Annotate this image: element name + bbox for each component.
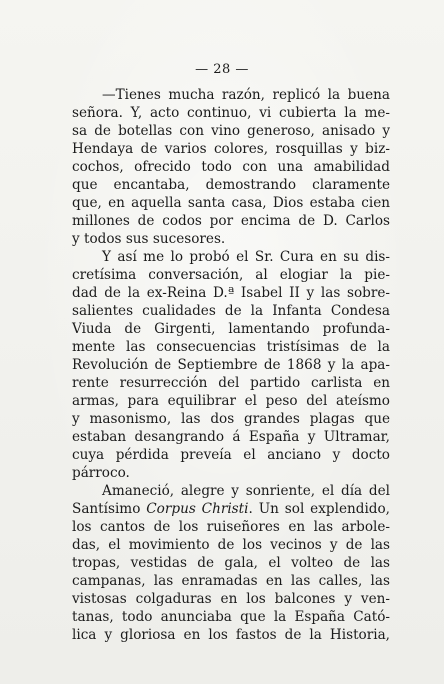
text-line: cochos, ofrecido todo con una amabilidad [72, 159, 390, 175]
text-line: que, en aquella santa casa, Dios estaba cien [72, 195, 390, 211]
text-line: armas, para equilibrar el peso del ateísmo [72, 393, 390, 409]
text-line: Amaneció, alegre y sonriente, el día del [102, 483, 390, 499]
text-line: cretísima conversación, al elogiar la pie- [72, 267, 390, 283]
text-line: campanas, las enramadas en las calles, las [72, 573, 390, 589]
text-line: y todos sus sucesores. [72, 231, 226, 247]
text-line: salientes cualidades de la Infanta Condesa [72, 303, 390, 319]
line-text-suffix: . Un sol explendido, [248, 501, 391, 517]
text-line: dad de la ex-Reina D.ª Isabel II y las sobre- [72, 285, 390, 301]
page-number: — 28 — [195, 62, 249, 77]
text-line: tanas, todo anunciaba que la España Cató- [72, 609, 390, 625]
text-line: tropas, vestidas de gala, el volteo de las [72, 555, 390, 571]
text-line: que encantaba, demostrando claramente [72, 177, 390, 193]
text-line: lica y gloriosa en los fastos de la Historia, [72, 627, 390, 643]
text-line: Hendaya de varios colores, rosquillas y biz- [72, 141, 390, 157]
line-text-prefix: Santísimo [72, 501, 147, 517]
text-line: estaban desangrando á España y Ultramar, [72, 429, 390, 445]
text-line: cuya pérdida preveía el anciano y docto [72, 447, 390, 463]
text-line: párroco. [72, 465, 130, 481]
text-line: vistosas colgaduras en los balcones y ven- [72, 591, 390, 607]
text-line: —Tienes mucha razón, replicó la buena [102, 87, 390, 103]
text-line: millones de codos por encima de D. Carlos [72, 213, 390, 229]
corpus-christi-italic: Corpus Christi [146, 501, 249, 517]
text-line [72, 500, 390, 518]
text-line: señora. Y, acto continuo, vi cubierta la me- [72, 105, 390, 121]
text-line: mente las consecuencias tristísimas de la [72, 339, 390, 355]
text-line: Viuda de Girgenti, lamentando profunda- [72, 321, 390, 337]
text-line: das, el movimiento de los vecinos y de las [72, 537, 390, 553]
text-line: Revolución de Septiembre de 1868 y la apa- [72, 357, 390, 373]
text-line: los cantos de los ruiseñores en las arbole- [72, 519, 390, 535]
text-line: rente resurrección del partido carlista en [72, 375, 390, 391]
text-line: y masonismo, las dos grandes plagas que [72, 411, 390, 427]
text-line: sa de botellas con vino generoso, anisado y [72, 123, 390, 139]
text-line: Y así me lo probó el Sr. Cura en su dis- [102, 249, 390, 265]
